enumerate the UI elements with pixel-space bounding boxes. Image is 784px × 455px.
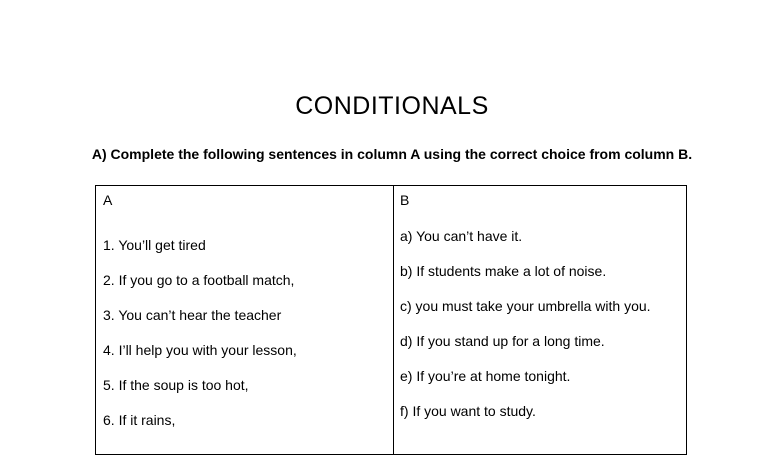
column-a-item: 2. If you go to a football match, (103, 272, 295, 288)
column-a-item: 6. If it rains, (103, 412, 176, 428)
matching-table (95, 185, 687, 455)
column-a-item: 4. I’ll help you with your lesson, (103, 342, 297, 358)
column-a-item: 5. If the soup is too hot, (103, 377, 249, 393)
column-b-item: b) If students make a lot of noise. (400, 263, 607, 279)
page-title: CONDITIONALS (295, 92, 489, 120)
column-b-item: c) you must take your umbrella with you. (400, 298, 651, 314)
column-divider (393, 186, 394, 454)
column-b-item: a) You can’t have it. (400, 228, 523, 244)
column-a-item: 1. You’ll get tired (103, 237, 206, 253)
column-a-item: 3. You can’t hear the teacher (103, 307, 282, 323)
column-b-item: f) If you want to study. (400, 403, 536, 419)
column-b-item: e) If you’re at home tonight. (400, 368, 571, 384)
column-a-header: A (103, 192, 113, 208)
column-b-header: B (400, 192, 410, 208)
exercise-instruction: A) Complete the following sentences in column A using the correct choice from column B. (91, 146, 693, 162)
column-b-item: d) If you stand up for a long time. (400, 333, 605, 349)
